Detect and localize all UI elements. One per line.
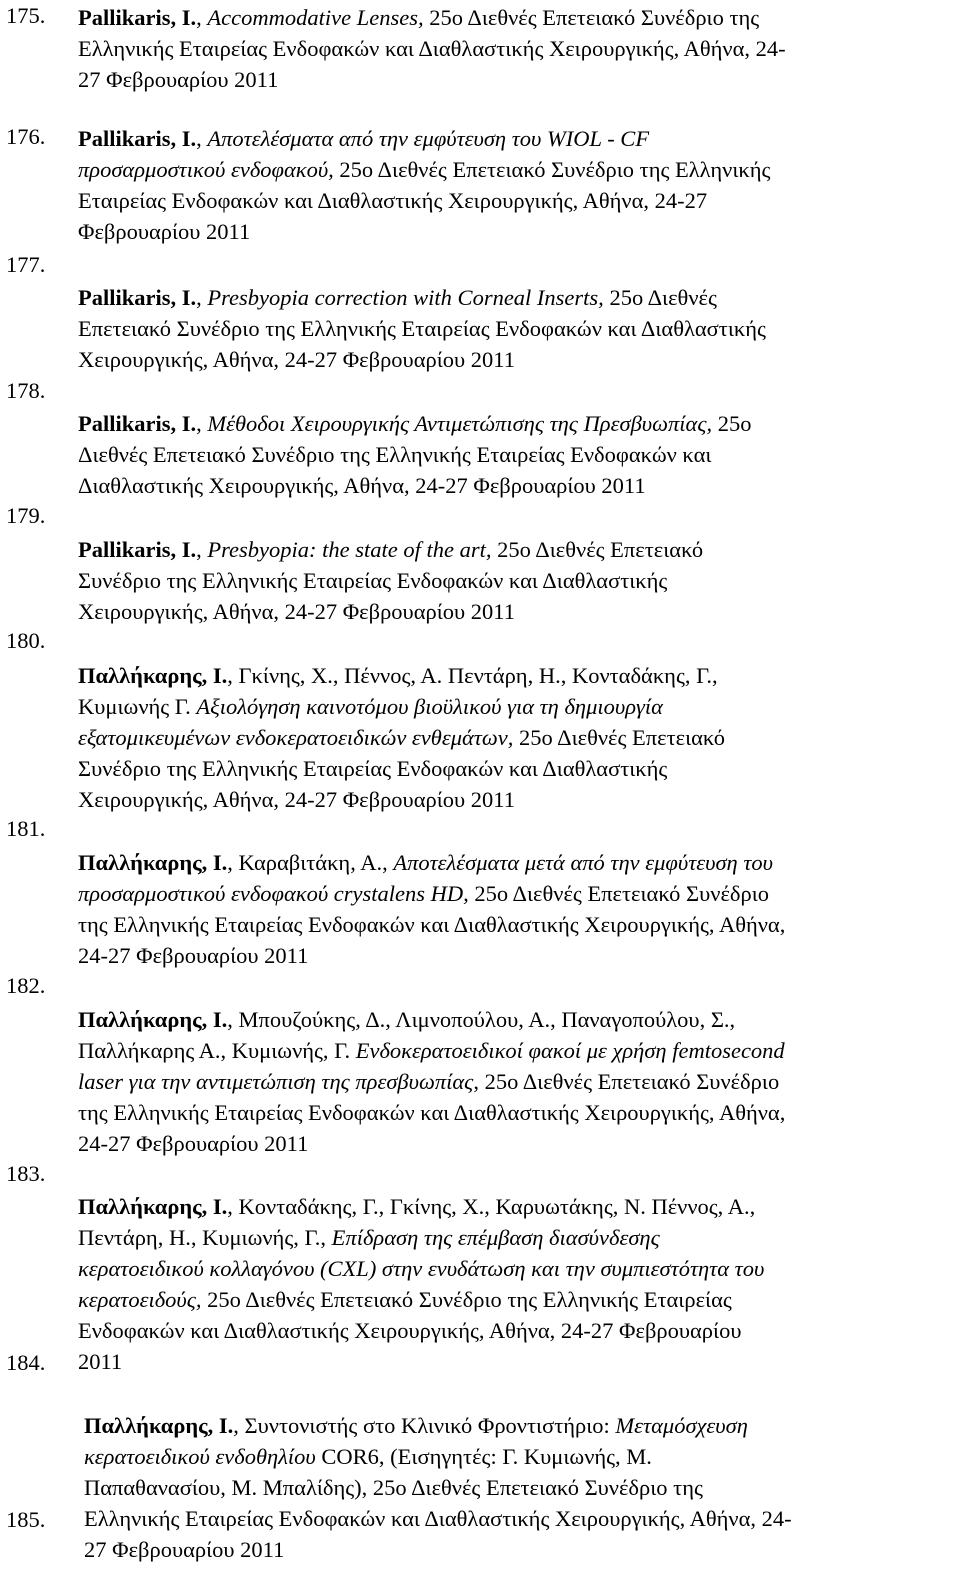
reference-entry — [78, 534, 958, 627]
reference-line — [84, 1410, 960, 1441]
reference-line — [84, 1472, 960, 1503]
reference-text: 27 Φεβρουαρίου 2011 — [78, 67, 279, 92]
reference-line — [84, 1441, 960, 1472]
reference-line — [78, 33, 958, 64]
paper-title: Μεταμόσχευση — [615, 1413, 748, 1438]
reference-line — [78, 909, 958, 940]
author-name: Pallikaris, I. — [78, 411, 197, 436]
entry-number: 175. — [6, 3, 46, 28]
reference-text: , Κονταδάκης, Γ., Γκίνης, Χ., Καρυωτάκης, Ν. Πέννος, Α., — [227, 1194, 756, 1219]
reference-text: 25ο Διεθνές Επετειακό Συνέδριο της — [423, 5, 760, 30]
reference-line — [78, 1284, 958, 1315]
reference-line — [78, 691, 958, 722]
reference-entry — [78, 282, 958, 375]
paper-title: Presbyopia: the state of the art, — [207, 537, 492, 562]
entry-number: 180. — [6, 628, 46, 653]
reference-line — [78, 660, 958, 691]
reference-line — [78, 565, 958, 596]
reference-line — [78, 1128, 958, 1159]
reference-text: , — [196, 285, 208, 310]
paper-title: laser για την αντιμετώπιση της πρεσβυωπίας — [78, 1069, 474, 1094]
reference-text: 25ο — [712, 411, 752, 436]
reference-line — [78, 753, 958, 784]
paper-title: κερατοειδικού ενδοθηλίου — [84, 1444, 316, 1469]
paper-title: προσαρμοστικού ενδοφακού, — [78, 157, 334, 182]
reference-line — [78, 282, 958, 313]
reference-text: , Γκίνης, Χ., Πέννος, Α. Πεντάρη, Η., Κονταδάκης, Γ., — [227, 663, 718, 688]
reference-line — [78, 185, 958, 216]
reference-text: Κυμιωνής Γ. — [78, 694, 197, 719]
reference-line — [78, 216, 958, 247]
reference-text: 25ο Διεθνές Επετειακό Συνέδριο της Ελληνικής — [333, 157, 771, 182]
paper-title: προσαρμοστικού ενδοφακού crystalens HD, — [78, 881, 469, 906]
reference-text: , Καραβιτάκη, Α., — [227, 850, 394, 875]
reference-line — [78, 313, 958, 344]
author-name: Παλλήκαρης, Ι. — [84, 1413, 234, 1438]
reference-text: , — [196, 537, 208, 562]
reference-text: της Ελληνικής Εταιρείας Ενδοφακών και Διαθλαστικής Χειρουργικής, Αθήνα, — [78, 912, 786, 937]
reference-line — [78, 1346, 958, 1377]
reference-text: 25ο Διεθνές Επετειακό — [491, 537, 704, 562]
reference-entry — [84, 1410, 960, 1565]
author-name: Pallikaris, I. — [78, 285, 197, 310]
reference-entry — [78, 847, 958, 971]
reference-line — [78, 344, 958, 375]
reference-text: Παλλήκαρης Α., Κυμιωνής, Γ. — [78, 1038, 356, 1063]
author-name: Παλλήκαρης, Ι. — [78, 1194, 228, 1219]
reference-text: , — [196, 5, 208, 30]
paper-title: Αξιολόγηση καινοτόμου βιοϋλικού για τη δημιουργία — [196, 694, 663, 719]
reference-line — [78, 534, 958, 565]
paper-title: Accommodative Lenses, — [207, 5, 424, 30]
reference-line — [78, 123, 958, 154]
entry-number: 179. — [6, 503, 46, 528]
reference-line — [78, 1253, 958, 1284]
reference-text: Διαθλαστικής Χειρουργικής, Αθήνα, 24-27 Φεβρουαρίου 2011 — [78, 473, 646, 498]
paper-title: Αποτελέσματα από την εμφύτευση του WIOL - CF — [207, 126, 650, 151]
paper-title: εξατομικευμένων ενδοκερατοειδικών ενθεμάτων, — [78, 725, 514, 750]
entry-number: 178. — [6, 378, 46, 403]
entry-number: 181. — [6, 816, 46, 841]
reference-text: Παπαθανασίου, Μ. Μπαλίδης), 25ο Διεθνές Επετειακό Συνέδριο της — [84, 1475, 703, 1500]
author-name: Παλλήκαρης, Ι. — [78, 850, 228, 875]
reference-entry — [78, 1004, 958, 1159]
paper-title: Presbyopia correction with Corneal Inserts, — [207, 285, 604, 310]
reference-text: Συνέδριο της Ελληνικής Εταιρείας Ενδοφακών και Διαθλαστικής — [78, 756, 668, 781]
reference-text: 24-27 Φεβρουαρίου 2011 — [78, 943, 309, 968]
reference-line — [78, 1191, 958, 1222]
reference-text: 25ο Διεθνές Επετειακό — [513, 725, 725, 750]
reference-line — [78, 784, 958, 815]
reference-text: Ενδοφακών και Διαθλαστικής Χειρουργικής, Αθήνα, 24-27 Φεβρουαρίου — [78, 1318, 742, 1343]
reference-line — [78, 878, 958, 909]
author-name: Pallikaris, I. — [78, 126, 197, 151]
reference-text: Συνέδριο της Ελληνικής Εταιρείας Ενδοφακών και Διαθλαστικής — [78, 568, 668, 593]
reference-line — [78, 1315, 958, 1346]
reference-text: Διεθνές Επετειακό Συνέδριο της Ελληνικής Εταιρείας Ενδοφακών και — [78, 442, 712, 467]
reference-text: Ελληνικής Εταιρείας Ενδοφακών και Διαθλαστικής Χειρουργικής, Αθήνα, 24- — [84, 1506, 792, 1531]
reference-line — [78, 722, 958, 753]
author-name: Pallikaris, I. — [78, 5, 197, 30]
entry-number: 176. — [6, 124, 46, 149]
reference-text: , 25ο Διεθνές Επετειακό Συνέδριο — [473, 1069, 780, 1094]
reference-line — [78, 439, 958, 470]
author-name: Παλλήκαρης, Ι. — [78, 663, 228, 688]
paper-title: κερατοειδούς, — [78, 1287, 202, 1312]
reference-line — [78, 408, 958, 439]
reference-text: 2011 — [78, 1349, 123, 1374]
reference-entry — [78, 1191, 958, 1377]
reference-text: , — [196, 126, 208, 151]
reference-line — [78, 1004, 958, 1035]
reference-entry — [78, 123, 958, 247]
reference-line — [78, 1035, 958, 1066]
reference-line — [78, 596, 958, 627]
reference-text: Επετειακό Συνέδριο της Ελληνικής Εταιρείας Ενδοφακών και Διαθλαστικής — [78, 316, 766, 341]
reference-line — [84, 1503, 960, 1534]
reference-text: , Συντονιστής στο Κλινικό Φροντιστήριο: — [233, 1413, 616, 1438]
reference-line — [78, 1222, 958, 1253]
reference-line — [78, 2, 958, 33]
reference-entry — [78, 408, 958, 501]
reference-line — [78, 1066, 958, 1097]
reference-line — [78, 64, 958, 95]
entry-number: 177. — [6, 252, 46, 277]
reference-text: Χειρουργικής, Αθήνα, 24-27 Φεβρουαρίου 2011 — [78, 787, 515, 812]
reference-line — [78, 470, 958, 501]
author-name: Pallikaris, I. — [78, 537, 197, 562]
reference-text: Ελληνικής Εταιρείας Ενδοφακών και Διαθλαστικής Χειρουργικής, Αθήνα, 24- — [78, 36, 786, 61]
reference-text: , Μπουζούκης, Δ., Λιμνοπούλου, Α., Παναγοπούλου, Σ., — [227, 1007, 736, 1032]
reference-text: 25ο Διεθνές — [603, 285, 717, 310]
reference-entry — [78, 660, 958, 815]
entry-number: 184. — [6, 1350, 46, 1375]
reference-line — [78, 940, 958, 971]
reference-text: Χειρουργικής, Αθήνα, 24-27 Φεβρουαρίου 2011 — [78, 599, 515, 624]
paper-title: Αποτελέσματα μετά από την εμφύτευση του — [393, 850, 773, 875]
reference-text: , — [196, 411, 208, 436]
reference-line — [78, 154, 958, 185]
reference-text: της Ελληνικής Εταιρείας Ενδοφακών και Διαθλαστικής Χειρουργικής, Αθήνα, — [78, 1100, 786, 1125]
reference-line — [84, 1534, 960, 1565]
reference-text: 25ο Διεθνές Επετειακό Συνέδριο — [468, 881, 770, 906]
reference-text: Πεντάρη, Η., Κυμιωνής, Γ., — [78, 1225, 332, 1250]
reference-text: 27 Φεβρουαρίου 2011 — [84, 1537, 285, 1562]
reference-line — [78, 1097, 958, 1128]
reference-text: COR6, (Εισηγητές: Γ. Κυμιωνής, Μ. — [315, 1444, 652, 1469]
reference-line — [78, 847, 958, 878]
paper-title: Ενδοκερατοειδικοί φακοί με χρήση femtosecond — [355, 1038, 785, 1063]
entry-number: 183. — [6, 1161, 46, 1186]
entry-number: 182. — [6, 973, 46, 998]
paper-title: Επίδραση της επέμβαση διασύνδεσης — [331, 1225, 660, 1250]
reference-entry — [78, 2, 958, 95]
entry-number: 185. — [6, 1507, 46, 1532]
reference-text: Φεβρουαρίου 2011 — [78, 219, 251, 244]
reference-text: Εταιρείας Ενδοφακών και Διαθλαστικής Χειρουργικής, Αθήνα, 24-27 — [78, 188, 708, 213]
reference-text: 24-27 Φεβρουαρίου 2011 — [78, 1131, 309, 1156]
paper-title: κερατοειδικού κολλαγόνου (CXL) στην ενυδάτωση και την συμπιεστότητα του — [78, 1256, 765, 1281]
reference-text: 25ο Διεθνές Επετειακό Συνέδριο της Ελληνικής Εταιρείας — [201, 1287, 732, 1312]
reference-text: Χειρουργικής, Αθήνα, 24-27 Φεβρουαρίου 2011 — [78, 347, 515, 372]
paper-title: Μέθοδοι Χειρουργικής Αντιμετώπισης της Πρεσβυωπίας, — [207, 411, 713, 436]
author-name: Παλλήκαρης, Ι. — [78, 1007, 228, 1032]
